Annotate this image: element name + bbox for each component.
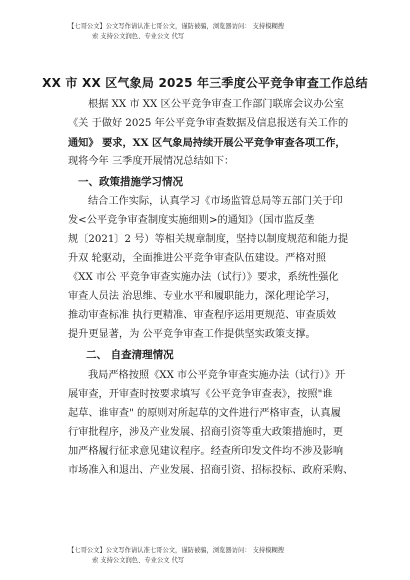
section-2-line-5: 加严格履行征求意见建议程序。经查所印发文件均不涉及影响 (68, 446, 344, 457)
section-2-heading: 二、 自查清理情况 (86, 349, 174, 361)
section-2-line-2: 展审查，开审查时按要求填写《公平竞争审查表》，按照"谁 (68, 389, 333, 400)
intro-line-4: 现将今年 三季度开展情况总结如下： (68, 156, 235, 167)
section-2-line-1: 我局严格按照《XX 市公平竞争审查实施办法（试行）》开 (88, 370, 346, 381)
top-banner-line-1: 【七哥公文】公文写作请认准七哥公文，谨防被骗，浏览器访问： 支持模糊搜 (68, 23, 285, 30)
intro-line-1: 根据 XX 市 XX 区公平竞争审查工作部门联席会议办公室 (88, 99, 344, 110)
section-1-heading: 一、政策措施学习情况 (78, 176, 183, 188)
top-banner-line-2: 索 支持公文润色、专业公文 代写 (92, 33, 185, 40)
section-2-line-6: 市场准入和退出、产业发展、招商引资、招标投标、政府采购、 (68, 465, 354, 476)
section-1-line-8: 提升更显著，为 公平竞争审查工作提供坚实政策支撑。 (68, 329, 316, 340)
intro-line-3: 通知》 要求，XX 区气象局持续开展公平竞争审查各项工作， (68, 137, 346, 149)
intro-line-2: 《关 于做好 2025 年公平竞争审查数据及信息报送有关工作的 (68, 118, 349, 129)
document-title: XX 市 XX 区气象局 2025 年三季度公平竞争审查工作总结 (42, 76, 368, 90)
section-1-line-7: 推动审查标准 执行更精准、审查程序运用更规范、审查质效 (68, 310, 337, 321)
section-1-line-2: 发<公平竞争审查制度实施细则>的通知》（国市监反垄 (68, 215, 315, 226)
bottom-watermark-banner (68, 546, 358, 566)
section-1-line-5: 《XX 市公 平竞争审查实施办法（试行）》要求，系统性强化 (68, 272, 339, 283)
section-1-line-6: 审查人员法 治思维、专业水平和履职能力，深化理论学习， (68, 291, 337, 302)
bottom-banner-line-2: 索 支持公文润色、专业公文 代写 (92, 557, 185, 564)
section-1-line-3: 规〔2021〕2 号）等相关规章制度，坚持以制度规范和能力提 (68, 234, 349, 245)
section-1-line-4: 升双 轮驱动，全面推进公平竞争审查队伍建设。严格对照 (68, 253, 326, 264)
section-1-line-1: 结合工作实际，认真学习《市场监管总局等五部门关于印 (88, 196, 343, 207)
section-2-line-4: 行审批程序，涉及产业发展、招商引资等重大政策措施时，更 (68, 427, 344, 438)
top-watermark-banner (68, 22, 358, 42)
section-2-line-3: 起草、谁审查" 的原则对所起草的文件进行严格审查，认真履 (68, 408, 341, 419)
bottom-banner-line-1: 【七哥公文】公文写作请认准七哥公文，谨防被骗，浏览器访问： 支持模糊搜 (68, 547, 285, 554)
